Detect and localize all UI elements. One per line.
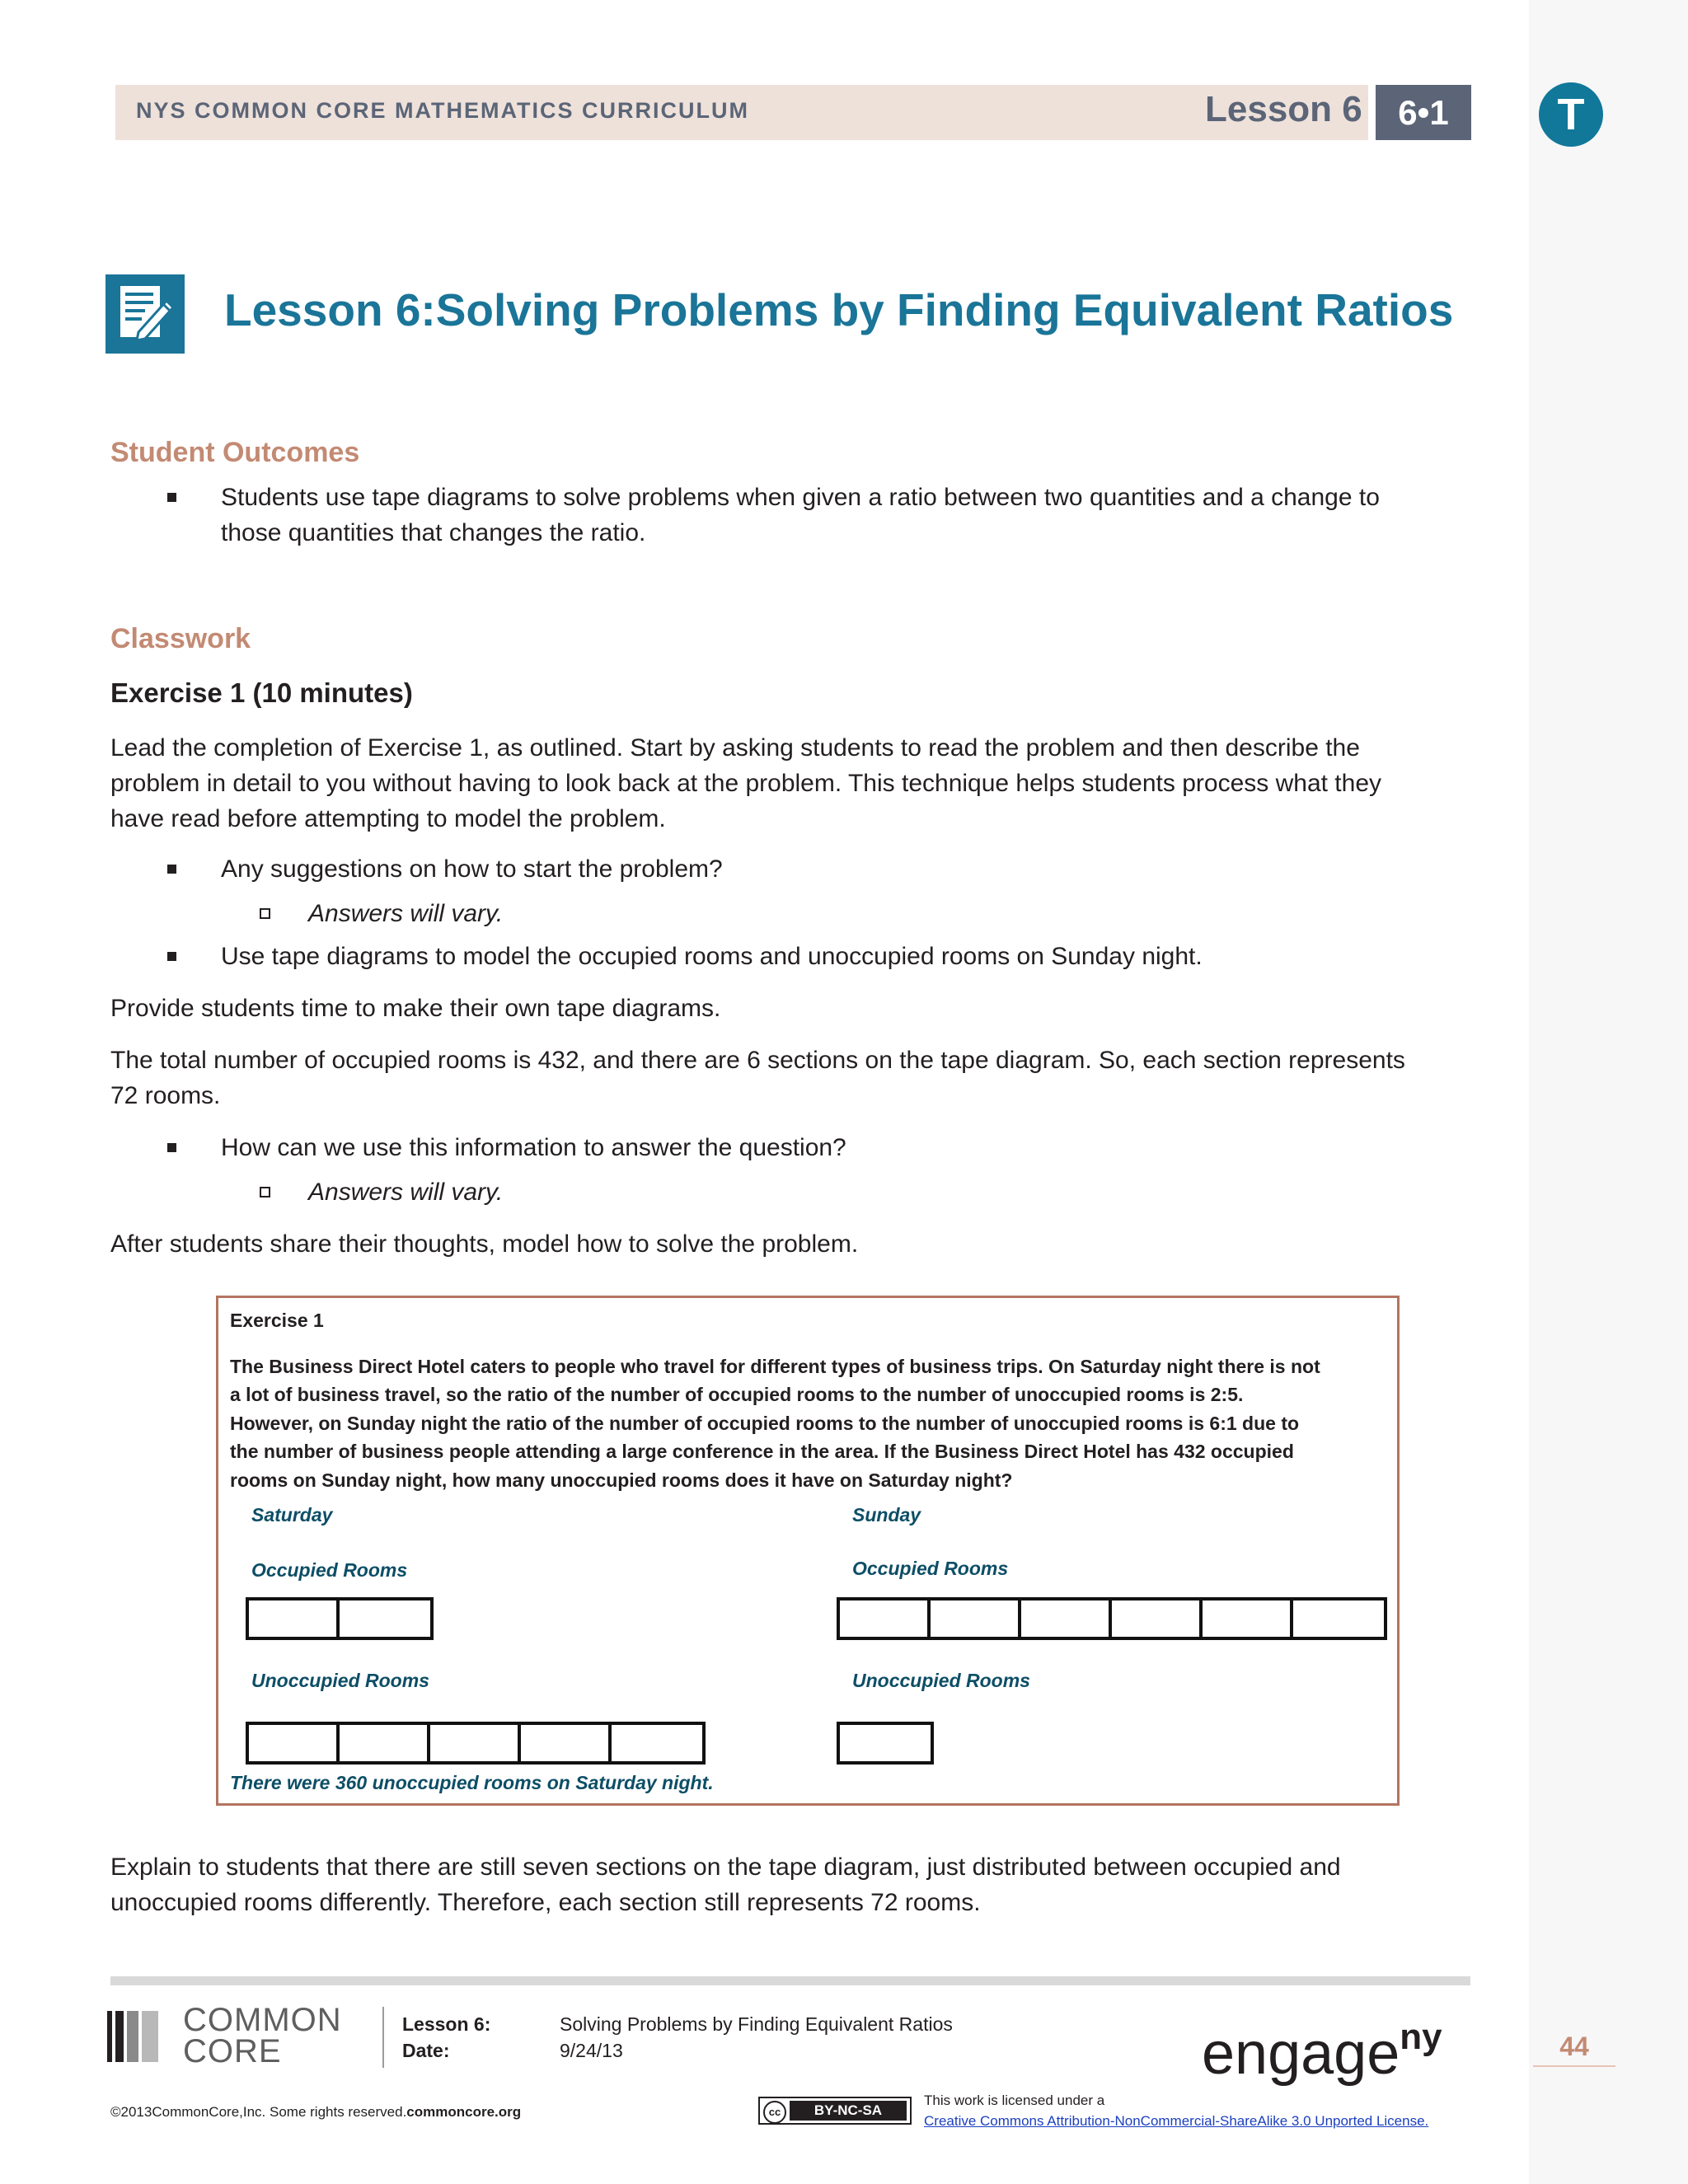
exercise-box-label: Exercise 1 (230, 1310, 324, 1331)
common-core-logo-text (183, 2004, 342, 2067)
answer-vary-1: Answers will vary. (308, 900, 504, 927)
common-core-logo-icon (107, 2011, 173, 2062)
engageny-logo (1202, 2004, 1442, 2087)
copyright (110, 2104, 521, 2121)
teacher-badge: T (1539, 82, 1603, 147)
tape-section (249, 1601, 340, 1637)
exercise-heading: Exercise 1 (10 minutes) (110, 677, 413, 708)
total-line-1: The total number of occupied rooms is 432, and there are 6 sections on the tape diagram. So, each section represents (110, 1047, 1405, 1074)
tape-section (340, 1601, 430, 1637)
lesson-notes-icon (106, 274, 185, 354)
page-number-rule (1533, 2065, 1615, 2067)
tape-section (340, 1725, 430, 1761)
page-number: 44 (1559, 2032, 1589, 2061)
exercise-line-4: the number of business people attending a large conference in the area. If the Business Direct Hotel has 432 occupied (230, 1441, 1294, 1462)
copyright-site[interactable]: commoncore.org (406, 2104, 522, 2120)
footer-divider (382, 2007, 384, 2068)
tape-section (840, 1601, 931, 1637)
outcome-line-2: those quantities that changes the ratio. (221, 519, 646, 546)
exercise-line-3: However, on Sunday night the ratio of the number of occupied rooms to the number of unoccupied rooms is 6:1 due to (230, 1413, 1300, 1434)
bullet-square (167, 493, 176, 502)
sunday-occupied-label: Occupied Rooms (852, 1558, 1009, 1579)
page-title: Lesson 6:Solving Problems by Finding Equivalent Ratios (224, 284, 1454, 335)
lesson-label: Lesson 6 (1205, 89, 1362, 129)
tape-saturday-occupied (246, 1597, 434, 1640)
bullet-square (167, 865, 176, 874)
exercise-line-1: The Business Direct Hotel caters to people who travel for different types of business trips. On Saturday night there is not (230, 1356, 1320, 1377)
saturday-label: Saturday (251, 1504, 333, 1526)
total-line-2: 72 rooms. (110, 1082, 221, 1109)
license-line-1: This work is licensed under a (924, 2093, 1105, 2108)
footer-rule (110, 1976, 1470, 1985)
intro-line-2: problem in detail to you without having to look back at the problem. This technique helps students process what they (110, 770, 1382, 797)
logo-line-1: COMMON (183, 2002, 342, 2038)
bullet-square (167, 1143, 176, 1152)
saturday-occupied-label: Occupied Rooms (251, 1559, 408, 1581)
intro-line-3: have read before attempting to model the problem. (110, 805, 666, 832)
tape-sunday-unoccupied (837, 1722, 934, 1765)
sunday-label: Sunday (852, 1504, 921, 1526)
intro-line-1: Lead the completion of Exercise 1, as outlined. Start by asking students to read the problem and then describe the (110, 734, 1360, 762)
student-outcomes-heading: Student Outcomes (110, 437, 360, 468)
answer-vary-2: Answers will vary. (308, 1179, 504, 1206)
footer-date-value: 9/24/13 (560, 2040, 623, 2061)
tape-section (430, 1725, 521, 1761)
bullet-hollow (260, 908, 270, 919)
engage-text: engage (1202, 2021, 1400, 2087)
after-share-text: After students share their thoughts, model how to solve the problem. (110, 1230, 859, 1258)
closing-line-2: unoccupied rooms differently. Therefore, each section still represents 72 rooms. (110, 1889, 981, 1916)
exercise-line-5: rooms on Sunday night, how many unoccupied rooms does it have on Saturday night? (230, 1469, 1013, 1491)
provide-time-text: Provide students time to make their own tape diagrams. (110, 995, 721, 1022)
grade-module-badge: 6•1 (1376, 85, 1471, 140)
cc-badge-text: BY-NC-SA (790, 2101, 907, 2121)
cc-license-badge[interactable] (758, 2097, 912, 2125)
tape-section (1112, 1601, 1203, 1637)
tape-sunday-occupied (837, 1597, 1387, 1640)
copyright-text: ©2013CommonCore,Inc. Some rights reserved. (110, 2104, 407, 2120)
outcome-line-1: Students use tape diagrams to solve problems when given a ratio between two quantities and a change to (221, 484, 1380, 511)
tape-section (249, 1725, 340, 1761)
sunday-unoccupied-label: Unoccupied Rooms (852, 1670, 1030, 1691)
tape-section (840, 1725, 931, 1761)
question-start: Any suggestions on how to start the problem? (221, 855, 723, 883)
exercise-answer: There were 360 unoccupied rooms on Saturday night. (230, 1772, 714, 1793)
question-use-info: How can we use this information to answer the question? (221, 1134, 846, 1161)
license-link[interactable]: Creative Commons Attribution-NonCommercial-ShareAlike 3.0 Unported License. (924, 2113, 1429, 2129)
page-margin-strip (1529, 0, 1688, 2184)
footer-lesson-label: Lesson 6: (402, 2013, 491, 2035)
exercise-line-2: a lot of business travel, so the ratio of the number of occupied rooms to the number of unoccupied rooms is 2:5. (230, 1384, 1244, 1405)
cc-icon: cc (763, 2101, 786, 2124)
footer-date-label: Date: (402, 2040, 450, 2061)
bullet-hollow (260, 1187, 270, 1197)
closing-line-1: Explain to students that there are still seven sections on the tape diagram, just distributed between occupied and (110, 1854, 1341, 1881)
footer-lesson-value: Solving Problems by Finding Equivalent Ratios (560, 2013, 953, 2035)
tape-section (1203, 1601, 1293, 1637)
tape-section (521, 1725, 612, 1761)
bullet-square (167, 952, 176, 961)
saturday-unoccupied-label: Unoccupied Rooms (251, 1670, 429, 1691)
tape-section (1021, 1601, 1112, 1637)
engage-ny: ny (1400, 2017, 1442, 2057)
question-tape-diagrams: Use tape diagrams to model the occupied rooms and unoccupied rooms on Sunday night. (221, 943, 1203, 970)
tape-section (931, 1601, 1021, 1637)
logo-line-2: CORE (183, 2033, 282, 2069)
tape-section (612, 1725, 702, 1761)
tape-section (1293, 1601, 1384, 1637)
classwork-heading: Classwork (110, 623, 251, 654)
tape-saturday-unoccupied (246, 1722, 706, 1765)
curriculum-title: NYS COMMON CORE MATHEMATICS CURRICULUM (136, 98, 749, 123)
